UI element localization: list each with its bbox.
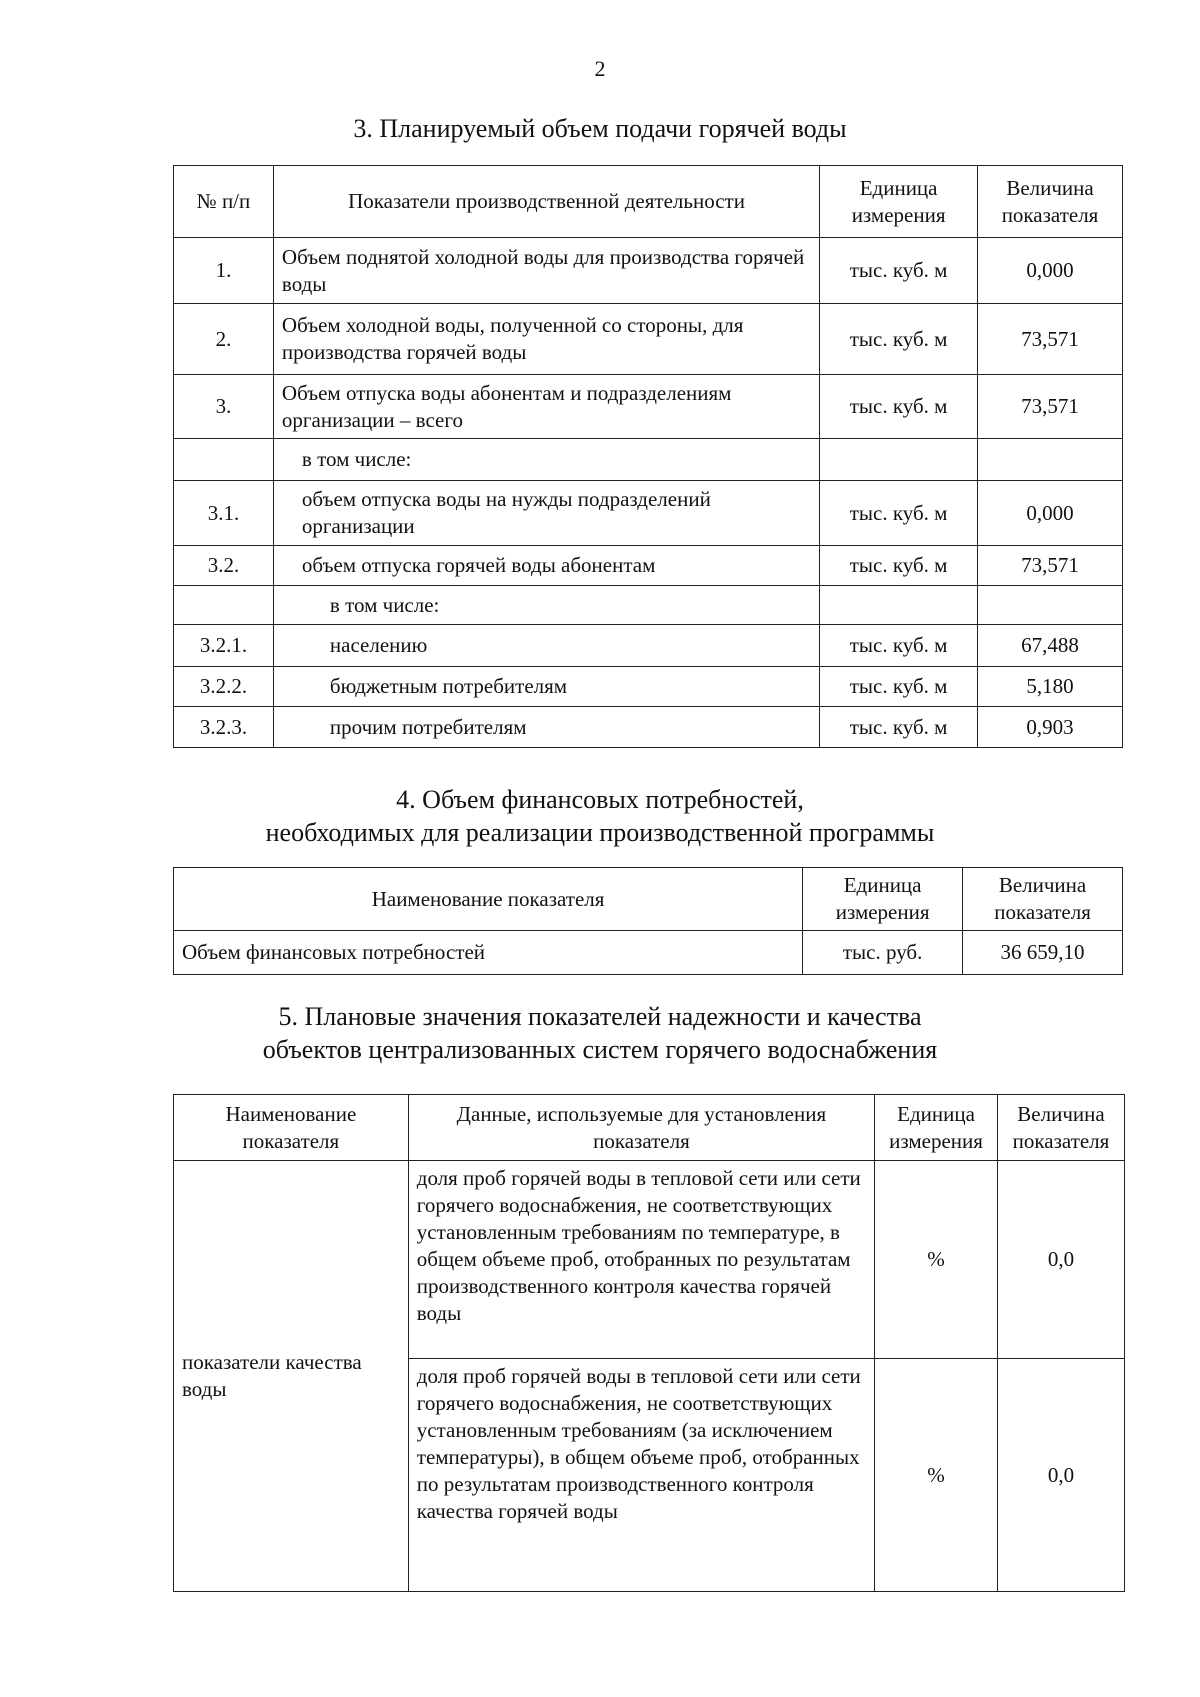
row-value: 36 659,10 xyxy=(963,931,1123,975)
row-unit: тыс. куб. м xyxy=(820,546,978,586)
row-value: 0,000 xyxy=(978,481,1123,546)
row-name: бюджетным потребителям xyxy=(273,667,819,707)
table-row xyxy=(174,481,1123,546)
header-value: Величина показателя xyxy=(963,868,1123,931)
row-name: Объем финансовых потребностей xyxy=(174,931,803,975)
header-unit: Единица измерения xyxy=(875,1095,998,1161)
row-unit xyxy=(820,586,978,625)
header-name: Наименование показателя xyxy=(174,1095,409,1161)
row-name: Объем отпуска воды абонентам и подразделениям организации – всего xyxy=(273,375,819,439)
section3-title: 3. Планируемый объем подачи горячей воды xyxy=(353,114,847,143)
row-value: 0,000 xyxy=(978,238,1123,304)
row-unit: тыс. куб. м xyxy=(820,707,978,748)
row-value: 0,0 xyxy=(998,1359,1125,1592)
table-row xyxy=(174,625,1123,667)
table-row xyxy=(174,546,1123,586)
table-row xyxy=(174,931,1123,975)
row-unit: тыс. куб. м xyxy=(820,625,978,667)
row-num: 3.2. xyxy=(174,546,274,586)
section4-title-line1: 4. Объем финансовых потребностей, xyxy=(396,785,804,814)
row-unit xyxy=(820,439,978,481)
header-indicator: Показатели производственной деятельности xyxy=(273,166,819,238)
row-num: 3.2.1. xyxy=(174,625,274,667)
row-data: доля проб горячей воды в тепловой сети или сети горячего водоснабжения, не соответствующих установленным требованиям (за исключением температуры), в общем объеме проб, отобранных по результатам производственного контроля качества горячей воды xyxy=(408,1359,874,1592)
financial-needs-table xyxy=(173,867,1123,975)
row-value: 73,571 xyxy=(978,546,1123,586)
row-value: 67,488 xyxy=(978,625,1123,667)
row-unit: тыс. куб. м xyxy=(820,481,978,546)
section5-title-line1: 5. Плановые значения показателей надежности и качества xyxy=(278,1002,922,1031)
row-unit: % xyxy=(875,1359,998,1592)
row-num: 3.1. xyxy=(174,481,274,546)
header-value: Величина показателя xyxy=(998,1095,1125,1161)
table-row xyxy=(174,667,1123,707)
row-num xyxy=(174,586,274,625)
row-value xyxy=(978,586,1123,625)
row-data: доля проб горячей воды в тепловой сети или сети горячего водоснабжения, не соответствующих установленным требованиям по температуре, в общем объеме проб, отобранных по результатам производственного контроля качества горячей воды xyxy=(408,1161,874,1359)
row-name: населению xyxy=(273,625,819,667)
row-name: Объем поднятой холодной воды для производства горячей воды xyxy=(273,238,819,304)
table-header-row xyxy=(174,868,1123,931)
row-num: 3. xyxy=(174,375,274,439)
row-unit: тыс. куб. м xyxy=(820,304,978,375)
header-name: Наименование показателя xyxy=(174,868,803,931)
page-number: 2 xyxy=(594,56,606,81)
table-row xyxy=(174,586,1123,625)
header-num: № п/п xyxy=(174,166,274,238)
table-row xyxy=(174,375,1123,439)
header-data: Данные, используемые для установления показателя xyxy=(408,1095,874,1161)
row-value: 0,903 xyxy=(978,707,1123,748)
hot-water-volume-table xyxy=(173,165,1123,748)
header-unit: Единица измерения xyxy=(820,166,978,238)
quality-indicators-table xyxy=(173,1094,1125,1592)
row-num xyxy=(174,439,274,481)
table-row xyxy=(174,238,1123,304)
row-num: 3.2.2. xyxy=(174,667,274,707)
row-unit: тыс. руб. xyxy=(803,931,963,975)
section5-title-line2: объектов централизованных систем горячего водоснабжения xyxy=(262,1035,938,1064)
table-header-row xyxy=(174,166,1123,238)
group-name: показатели качества воды xyxy=(174,1161,409,1592)
row-value: 73,571 xyxy=(978,304,1123,375)
header-unit: Единица измерения xyxy=(803,868,963,931)
table-row xyxy=(174,304,1123,375)
row-unit: тыс. куб. м xyxy=(820,238,978,304)
row-unit: тыс. куб. м xyxy=(820,667,978,707)
row-name: объем отпуска горячей воды абонентам xyxy=(273,546,819,586)
header-value: Величина показателя xyxy=(978,166,1123,238)
row-value: 5,180 xyxy=(978,667,1123,707)
row-num: 2. xyxy=(174,304,274,375)
table-row xyxy=(174,439,1123,481)
row-num: 3.2.3. xyxy=(174,707,274,748)
row-num: 1. xyxy=(174,238,274,304)
table-header-row xyxy=(174,1095,1125,1161)
row-name: в том числе: xyxy=(273,439,819,481)
table-row xyxy=(174,707,1123,748)
row-name: в том числе: xyxy=(273,586,819,625)
row-value: 0,0 xyxy=(998,1161,1125,1359)
row-unit: % xyxy=(875,1161,998,1359)
row-unit: тыс. куб. м xyxy=(820,375,978,439)
row-name: объем отпуска воды на нужды подразделений организации xyxy=(273,481,819,546)
row-name: прочим потребителям xyxy=(273,707,819,748)
section4-title-line2: необходимых для реализации производственной программы xyxy=(265,818,935,847)
table-row xyxy=(174,1161,1125,1359)
row-value xyxy=(978,439,1123,481)
row-value: 73,571 xyxy=(978,375,1123,439)
row-name: Объем холодной воды, полученной со стороны, для производства горячей воды xyxy=(273,304,819,375)
